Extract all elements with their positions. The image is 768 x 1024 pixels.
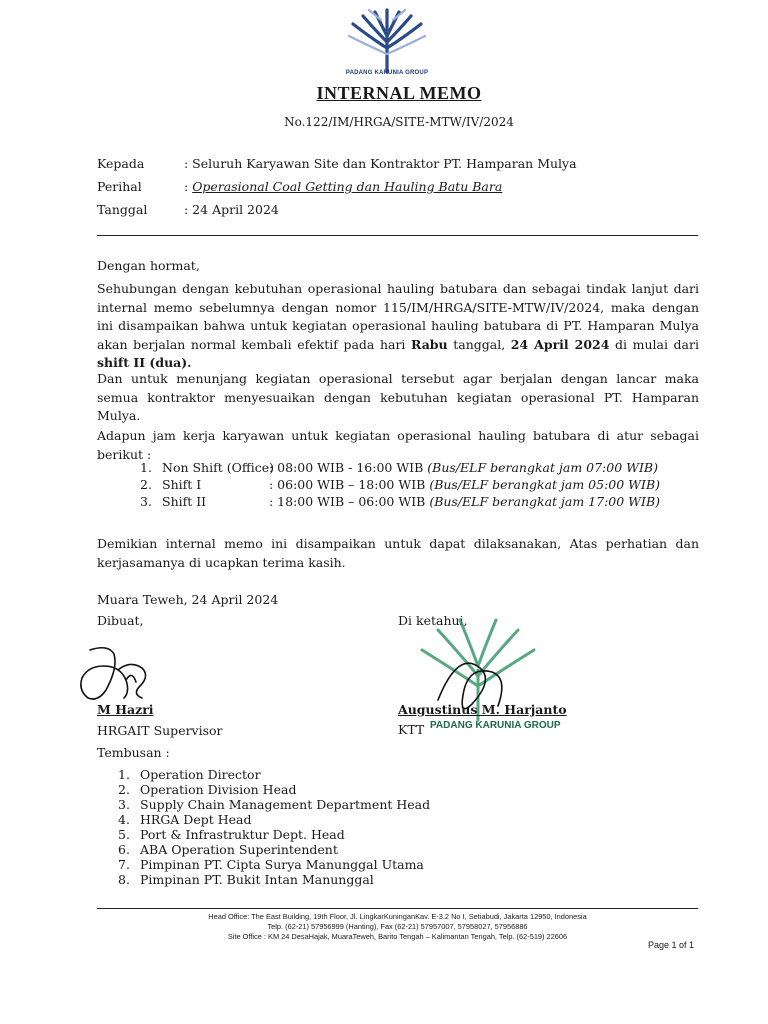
memo-number: No.122/IM/HRGA/SITE-MTW/IV/2024 [284,115,514,129]
left-signer-title: HRGAIT Supervisor [97,723,223,738]
memo-title: INTERNAL MEMO [316,83,482,103]
place-date: Muara Teweh, 24 April 2024 [97,592,279,607]
field-value-perihal [184,179,502,194]
paragraph-1 [97,280,699,373]
p1-shift: shift II (dua). [97,355,192,370]
field-prefix: : [184,179,193,194]
schedule-time-range: : 06:00 WIB – 18:00 WIB [269,477,426,492]
schedule-time [269,477,660,492]
schedule-time-range: : 08:00 WIB - 16:00 WIB [269,460,424,475]
cc-item: Pimpinan PT. Cipta Surya Manunggal Utama [140,857,424,872]
cc-num: 5. [118,827,130,842]
paragraph-3: Adapun jam kerja karyawan untuk kegiatan operasional hauling batubara di atur sebagai berikut : [97,428,699,462]
footer-divider [97,908,698,909]
right-signer-title: KTT [398,722,425,737]
cc-num: 8. [118,872,130,887]
schedule-time [269,460,658,475]
cc-num: 6. [118,842,130,857]
company-logo [345,8,429,88]
perihal-subject: Operasional Coal Getting dan Hauling Batu Bara [192,179,503,194]
p1-text-a: Sehubungan dengan kebutuhan operasional hauling batubara dan sebagai tindak lanjut dari internal memo sebelumnya dengan nomor 115/IM/HRGA/SITE-MTW/IV/2024, maka dengan ini disampaikan bahwa untuk kegiatan operasional hauling batubara di PT. Hamparan Mulya akan berjalan normal kembali efektif pada hari [97,281,699,352]
made-by-label: Dibuat, [97,613,144,628]
footer-site-office: Site Office : KM 24 DesaHajak, MuaraTeweh, Barito Tengah – Kalimantan Tengah, Telp. (62-519) 22606 [227,932,568,941]
paragraph-2: Dan untuk menunjang kegiatan operasional tersebut agar berjalan dengan lancar maka semua kontraktor menyesuaikan dengan kebutuhan kegiatan operasional PT. Hamparan Mulya. [97,371,699,423]
schedule-num: 2. [140,477,152,492]
field-value-kepada: : Seluruh Karyawan Site dan Kontraktor PT. Hamparan Mulya [184,156,577,171]
cc-num: 1. [118,767,130,782]
footer-head-office: Head Office: The East Building, 19th Floor, Jl. LingkarKuninganKav. E-3.2 No I, Setiabudi, Jakarta 12950, Indonesia [208,912,587,921]
greeting: Dengan hormat, [97,258,200,273]
logo-company-name: PADANG KARUNIA GROUP [345,70,429,76]
left-signature [70,640,160,710]
field-label-kepada: Kepada [97,156,145,171]
p1-day: Rabu [411,336,448,352]
cc-num: 7. [118,857,130,872]
schedule-num: 1. [140,460,152,475]
cc-item: Pimpinan PT. Bukit Intan Manunggal [140,872,374,887]
schedule-time-range: : 18:00 WIB – 06:00 WIB [269,494,426,509]
schedule-time [269,494,660,509]
left-signer-name: M Hazri [97,702,154,717]
cc-num: 4. [118,812,130,827]
cc-item: Operation Director [140,767,261,782]
schedule-name: Shift II [162,494,207,509]
schedule-name: Non Shift (Office) [162,460,274,475]
cc-item: Operation Division Head [140,782,297,797]
schedule-name: Shift I [162,477,202,492]
schedule-note: (Bus/ELF berangkat jam 05:00 WIB) [429,477,661,492]
cc-item: Port & Infrastruktur Dept. Head [140,827,345,842]
cc-item: ABA Operation Superintendent [140,842,338,857]
right-signer-name: Augustinus M. Harjanto [398,702,567,717]
p1-date: 24 April 2024 [510,336,610,352]
schedule-num: 3. [140,494,152,509]
cc-item: HRGA Dept Head [140,812,252,827]
header-divider [97,235,698,236]
cc-item: Supply Chain Management Department Head [140,797,431,812]
p1-text-b: tanggal, [447,336,511,352]
field-value-tanggal: : 24 April 2024 [184,202,279,217]
schedule-note: (Bus/ELF berangkat jam 17:00 WIB) [429,494,661,509]
cc-num: 2. [118,782,130,797]
cc-label: Tembusan : [97,745,170,760]
cc-num: 3. [118,797,130,812]
field-label-tanggal: Tanggal [97,202,148,217]
footer-phone: Telp. (62-21) 57956999 (Hanting), Fax (62-21) 57957007, 57958027, 57956886 [267,922,528,931]
field-label-perihal: Perihal [97,179,142,194]
p1-text-c: di mulai dari [609,336,699,352]
page-number: Page 1 of 1 [648,940,695,950]
stamp-text: PADANG KARUNIA GROUP [430,720,561,731]
acknowledged-label: Di ketahui, [398,613,468,628]
schedule-note: (Bus/ELF berangkat jam 07:00 WIB) [427,460,658,475]
paragraph-4: Demikian internal memo ini disampaikan untuk dapat dilaksanakan, Atas perhatian dan kerjasamanya di ucapkan terima kasih. [97,536,699,570]
